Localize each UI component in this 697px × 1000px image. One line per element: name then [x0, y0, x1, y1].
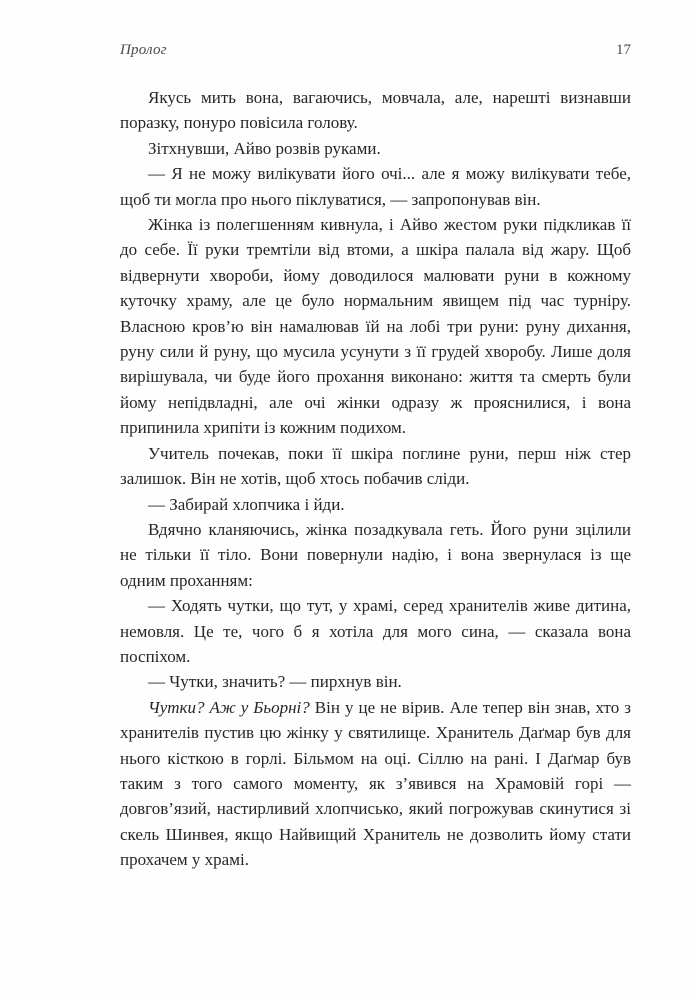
paragraph	[120, 695, 631, 873]
paragraph: Якусь мить вона, вагаючись, мовчала, але, нарешті визнавши поразку, понуро повісила голову.	[120, 88, 631, 133]
paragraph: Вдячно кланяючись, жінка позадкувала геть. Його руни зцілили не тільки її тіло. Вони повернули надію, і вона звернулася із ще одним проханням:	[120, 519, 631, 590]
paragraph-text: Він у це не вірив. Але тепер він знав, хто з хранителів пустив цю жінку у святилище. Хранитель Даґмар був для нього кісткою в горлі. Більмом на оці. Сіллю на рані. І Даґмар був таким з того самого моменту, як з’явився на Храмовій горі — довгов’язий, настирливий хлопчисько, який погрожував скинутися зі скель Шинвея, якщо Найвищий Хранитель не дозволить йому стати прохачем у храмі.	[120, 697, 631, 870]
paragraph-italic-lead: Чутки? Аж у Бьорні?	[148, 697, 310, 717]
paragraph: Жінка із полегшенням кивнула, і Айво жестом руки підкликав її до себе. Її руки тремтіли від втоми, а шкіра палала від жару. Щоб відвернути хвороби, йому доводилося малювати руни в кожному куточку храму, але це було нормальним явищем під час турніру. Власною кров’ю він намалював їй на лобі три руни: руну дихання, руну сили й руну, що мусила усунути з її грудей хворобу. Лише доля вирішувала, чи буде його прохання виконано: життя та смерть були йому непідвладні, але очі жінки одразу ж прояснилися, і вона припинила хрипіти із кожним подихом.	[120, 215, 631, 438]
paragraph: — Чутки, значить? — пирхнув він.	[148, 672, 402, 692]
paragraph: — Забирай хлопчика і йди.	[148, 494, 345, 514]
paragraph: — Я не можу вилікувати його очі... але я можу вилікувати тебе, щоб ти могла про нього піклуватися, — запропонував він.	[120, 164, 631, 209]
paragraph: Учитель почекав, поки її шкіра поглине руни, перш ніж стер залишок. Він не хотів, щоб хтось побачив сліди.	[120, 443, 631, 489]
page-number: 17	[616, 42, 631, 58]
paragraph: Зітхнувши, Айво розвів руками.	[148, 138, 381, 158]
page-header	[120, 42, 631, 59]
page-body	[120, 85, 631, 873]
paragraph: — Ходять чутки, що тут, у храмі, серед хранителів живе дитина, немовля. Це те, чого б я хотіла для мого сина, — сказала вона поспіхом.	[120, 596, 631, 666]
chapter-title: Пролог	[120, 42, 167, 58]
